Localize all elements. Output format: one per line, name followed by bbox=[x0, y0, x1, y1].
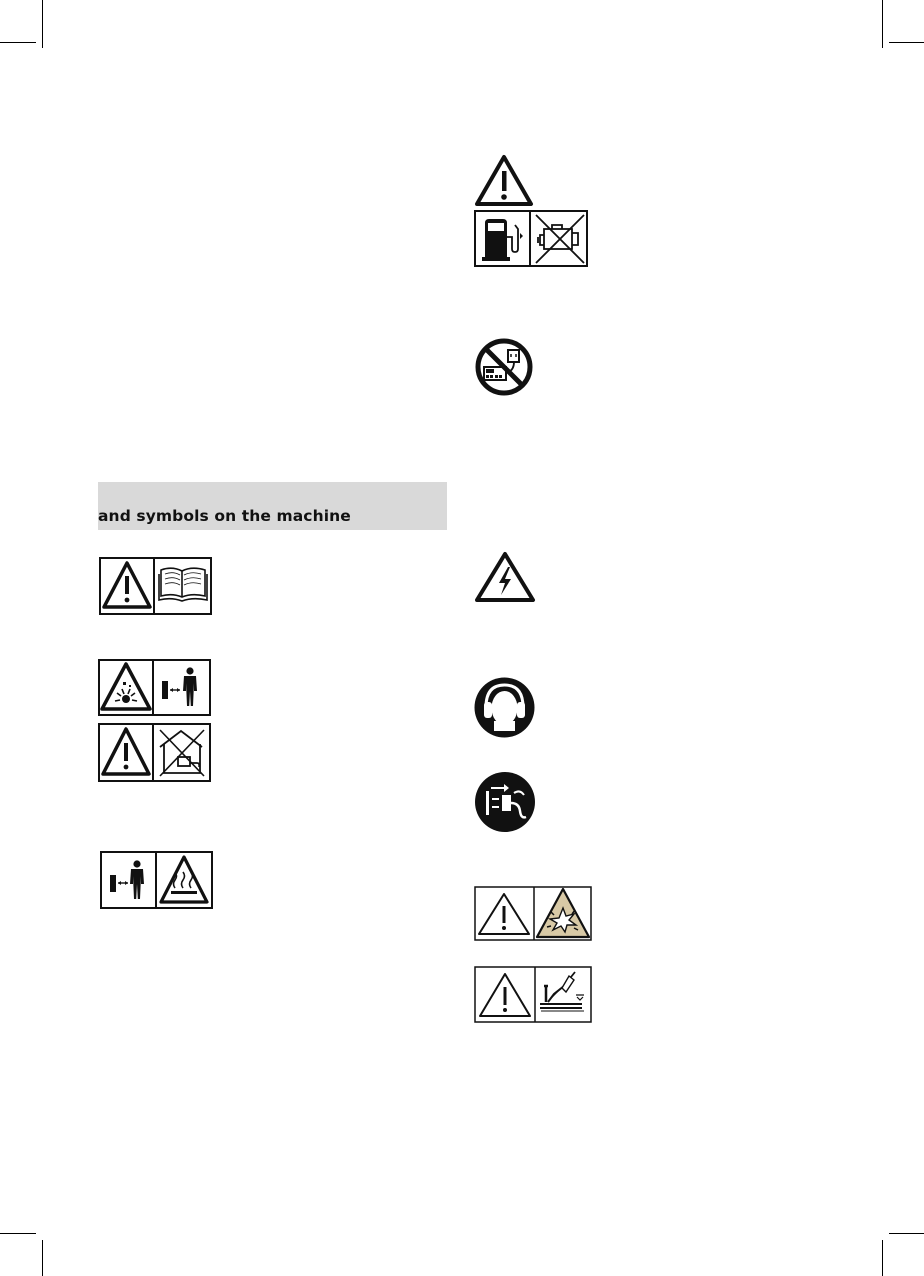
section-heading bbox=[98, 482, 447, 530]
crop-mark bbox=[42, 1240, 43, 1276]
warning-triangle-icon bbox=[477, 157, 531, 204]
no-grid-connection-icon bbox=[474, 337, 534, 397]
crop-mark bbox=[0, 42, 36, 43]
symbol-refuel-engine-off bbox=[474, 153, 590, 269]
crop-mark bbox=[882, 0, 883, 48]
unplug-icon bbox=[474, 771, 536, 833]
crop-mark bbox=[0, 1233, 36, 1234]
high-voltage-warning-icon bbox=[474, 551, 536, 603]
section-title: and symbols on the machine bbox=[98, 507, 351, 525]
crop-mark bbox=[882, 1240, 883, 1276]
crop-mark bbox=[42, 0, 43, 48]
symbol-no-indoor-operation bbox=[98, 723, 211, 782]
symbol-no-mains-connection bbox=[474, 337, 534, 397]
symbol-electric-shock bbox=[474, 551, 536, 603]
ear-protection-icon bbox=[474, 677, 535, 738]
symbol-read-manual bbox=[99, 557, 212, 615]
symbol-ear-protection bbox=[474, 677, 535, 738]
symbol-explosion-hazard bbox=[474, 886, 592, 941]
crop-mark bbox=[889, 1233, 924, 1234]
symbol-disconnect-plug bbox=[474, 771, 536, 833]
symbol-level-ground bbox=[474, 966, 592, 1023]
symbol-thrown-objects bbox=[98, 659, 211, 716]
crop-mark bbox=[889, 42, 924, 43]
symbol-hot-surface bbox=[100, 851, 213, 909]
